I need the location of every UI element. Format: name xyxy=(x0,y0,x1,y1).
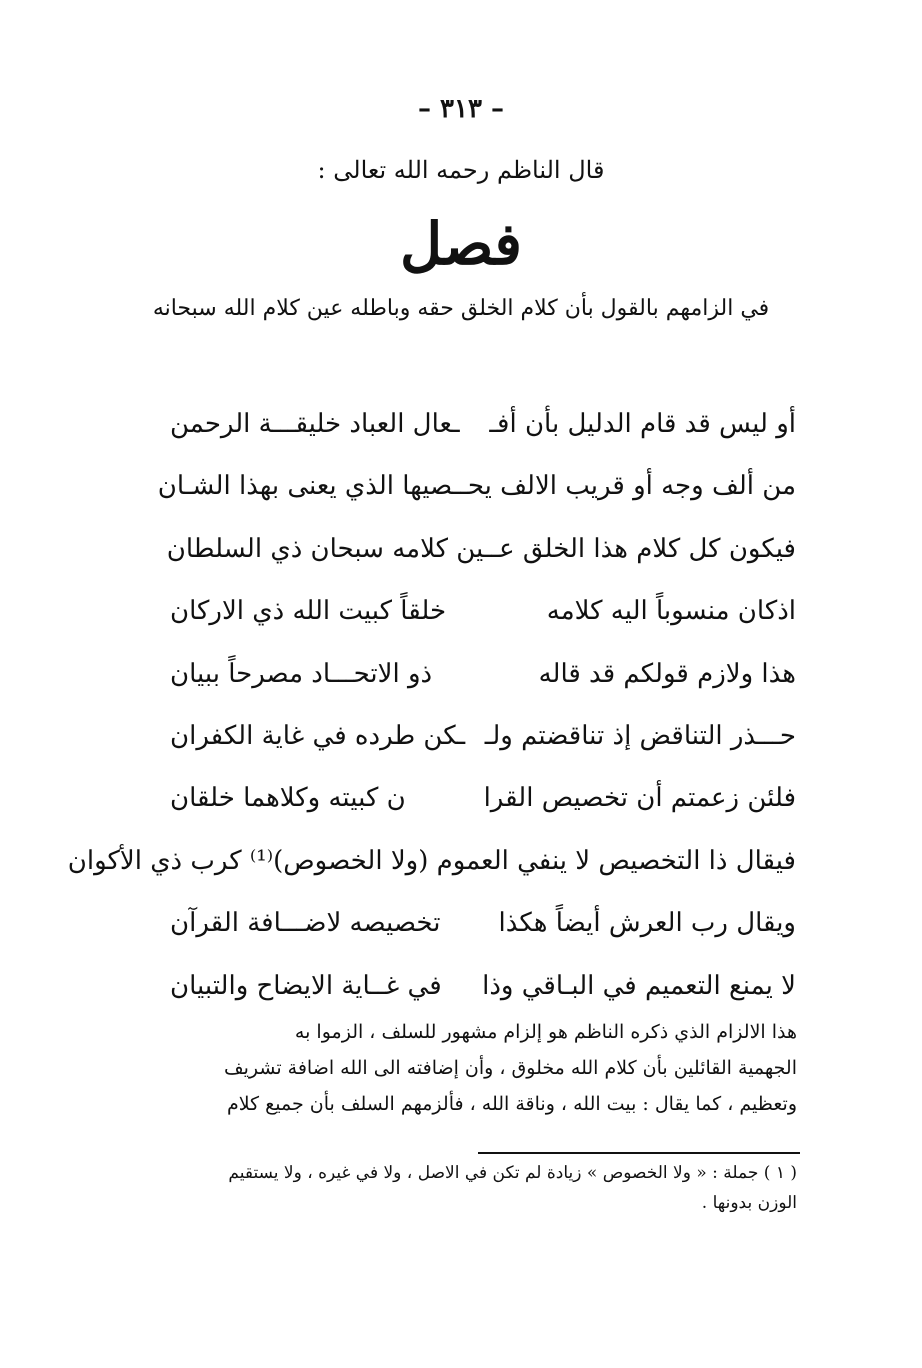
verse-first-hemistich: من ألف وجه أو قريب الالف يحـ xyxy=(460,471,796,502)
verse-line xyxy=(170,903,796,965)
verse-second-hemistich: ذو الاتحـــاد مصرحاً ببيان xyxy=(170,658,433,689)
verse-second-hemistich: تخصيصه لاضـــافة القرآن xyxy=(170,908,441,939)
footnote-line: ( ١ ) جملة : « ولا الخصوص » زيادة لم تكن في الاصل ، ولا في غيره ، ولا يستقيم xyxy=(228,1163,797,1183)
poem-verses xyxy=(67,404,796,1028)
section-title: فصل xyxy=(400,210,522,278)
verse-first-hemistich: فيكون كل كلام هذا الخلق عـ xyxy=(491,533,796,564)
verse-line xyxy=(170,654,796,716)
verse-line xyxy=(170,591,796,653)
verse-line xyxy=(170,404,796,466)
verse-first-hemistich: ويقال رب العرش أيضاً هكذا xyxy=(498,908,796,939)
verse-first-hemistich: هذا ولازم قولكم قد قاله xyxy=(538,658,796,689)
intro-line: قال الناظم رحمه الله تعالى : xyxy=(317,156,605,184)
verse-line xyxy=(170,778,796,840)
verse-second-hemistich: في غــاية الايضاح والتبيان xyxy=(170,970,442,1001)
verse-second-hemistich: خلقاً كبيت الله ذي الاركان xyxy=(170,596,447,627)
footnote-line: الوزن بدونها . xyxy=(701,1193,797,1213)
verse-first-hemistich: حـــذر التناقض إذ تناقضتم ولـ xyxy=(484,720,796,751)
verse-second-hemistich: ـين كلامه سبحان ذي السلطان xyxy=(166,533,492,564)
verse-second-hemistich: ـصيها الذي يعنى بهذا الشـان xyxy=(157,471,461,502)
verse-line xyxy=(170,716,796,778)
commentary-line: هذا الالزام الذي ذكره الناظم هو إلزام مشهور للسلف ، الزموا به xyxy=(294,1021,797,1043)
verse-line xyxy=(166,529,796,591)
verse-second-hemistich: ن كبيته وكلاهما خلقان xyxy=(170,783,406,814)
verse-first-hemistich: فيقال ذا التخصيص لا ينفي العمو xyxy=(452,845,796,876)
verse-first-hemistich: لا يمنع التعميم في البـاقي وذا xyxy=(482,970,796,1001)
verse-first-hemistich: فلئن زعمتم أن تخصيص القرا xyxy=(483,783,796,814)
section-subtitle: في الزامهم بالقول بأن كلام الخلق حقه وباطله عين كلام الله سبحانه xyxy=(152,296,770,321)
page-number: – ٣١٣ – xyxy=(417,94,505,124)
verse-line xyxy=(67,841,796,903)
verse-line xyxy=(157,466,796,528)
verse-second-hemistich: ـعال العباد خليقـــة الرحمن xyxy=(170,409,460,439)
verse-first-hemistich: اذكان منسوباً اليه كلامه xyxy=(546,596,796,627)
footnote-divider xyxy=(478,1152,800,1154)
commentary-line: الجهمية القائلين بأن كلام الله مخلوق ، وأن إضافته الى الله اضافة تشريف xyxy=(223,1057,797,1079)
verse-second-hemistich: م (ولا الخصوص)⁽¹⁾ كرب ذي الأكوان xyxy=(67,845,453,876)
verse-second-hemistich: ـكن طرده في غاية الكفران xyxy=(170,720,466,751)
commentary-paragraph xyxy=(175,1014,797,1122)
footnote xyxy=(175,1158,797,1218)
commentary-line: وتعظيم ، كما يقال : بيت الله ، وناقة الله ، فألزمهم السلف بأن جميع كلام xyxy=(226,1093,797,1115)
verse-first-hemistich: أو ليس قد قام الدليل بأن أفـ xyxy=(489,409,796,439)
